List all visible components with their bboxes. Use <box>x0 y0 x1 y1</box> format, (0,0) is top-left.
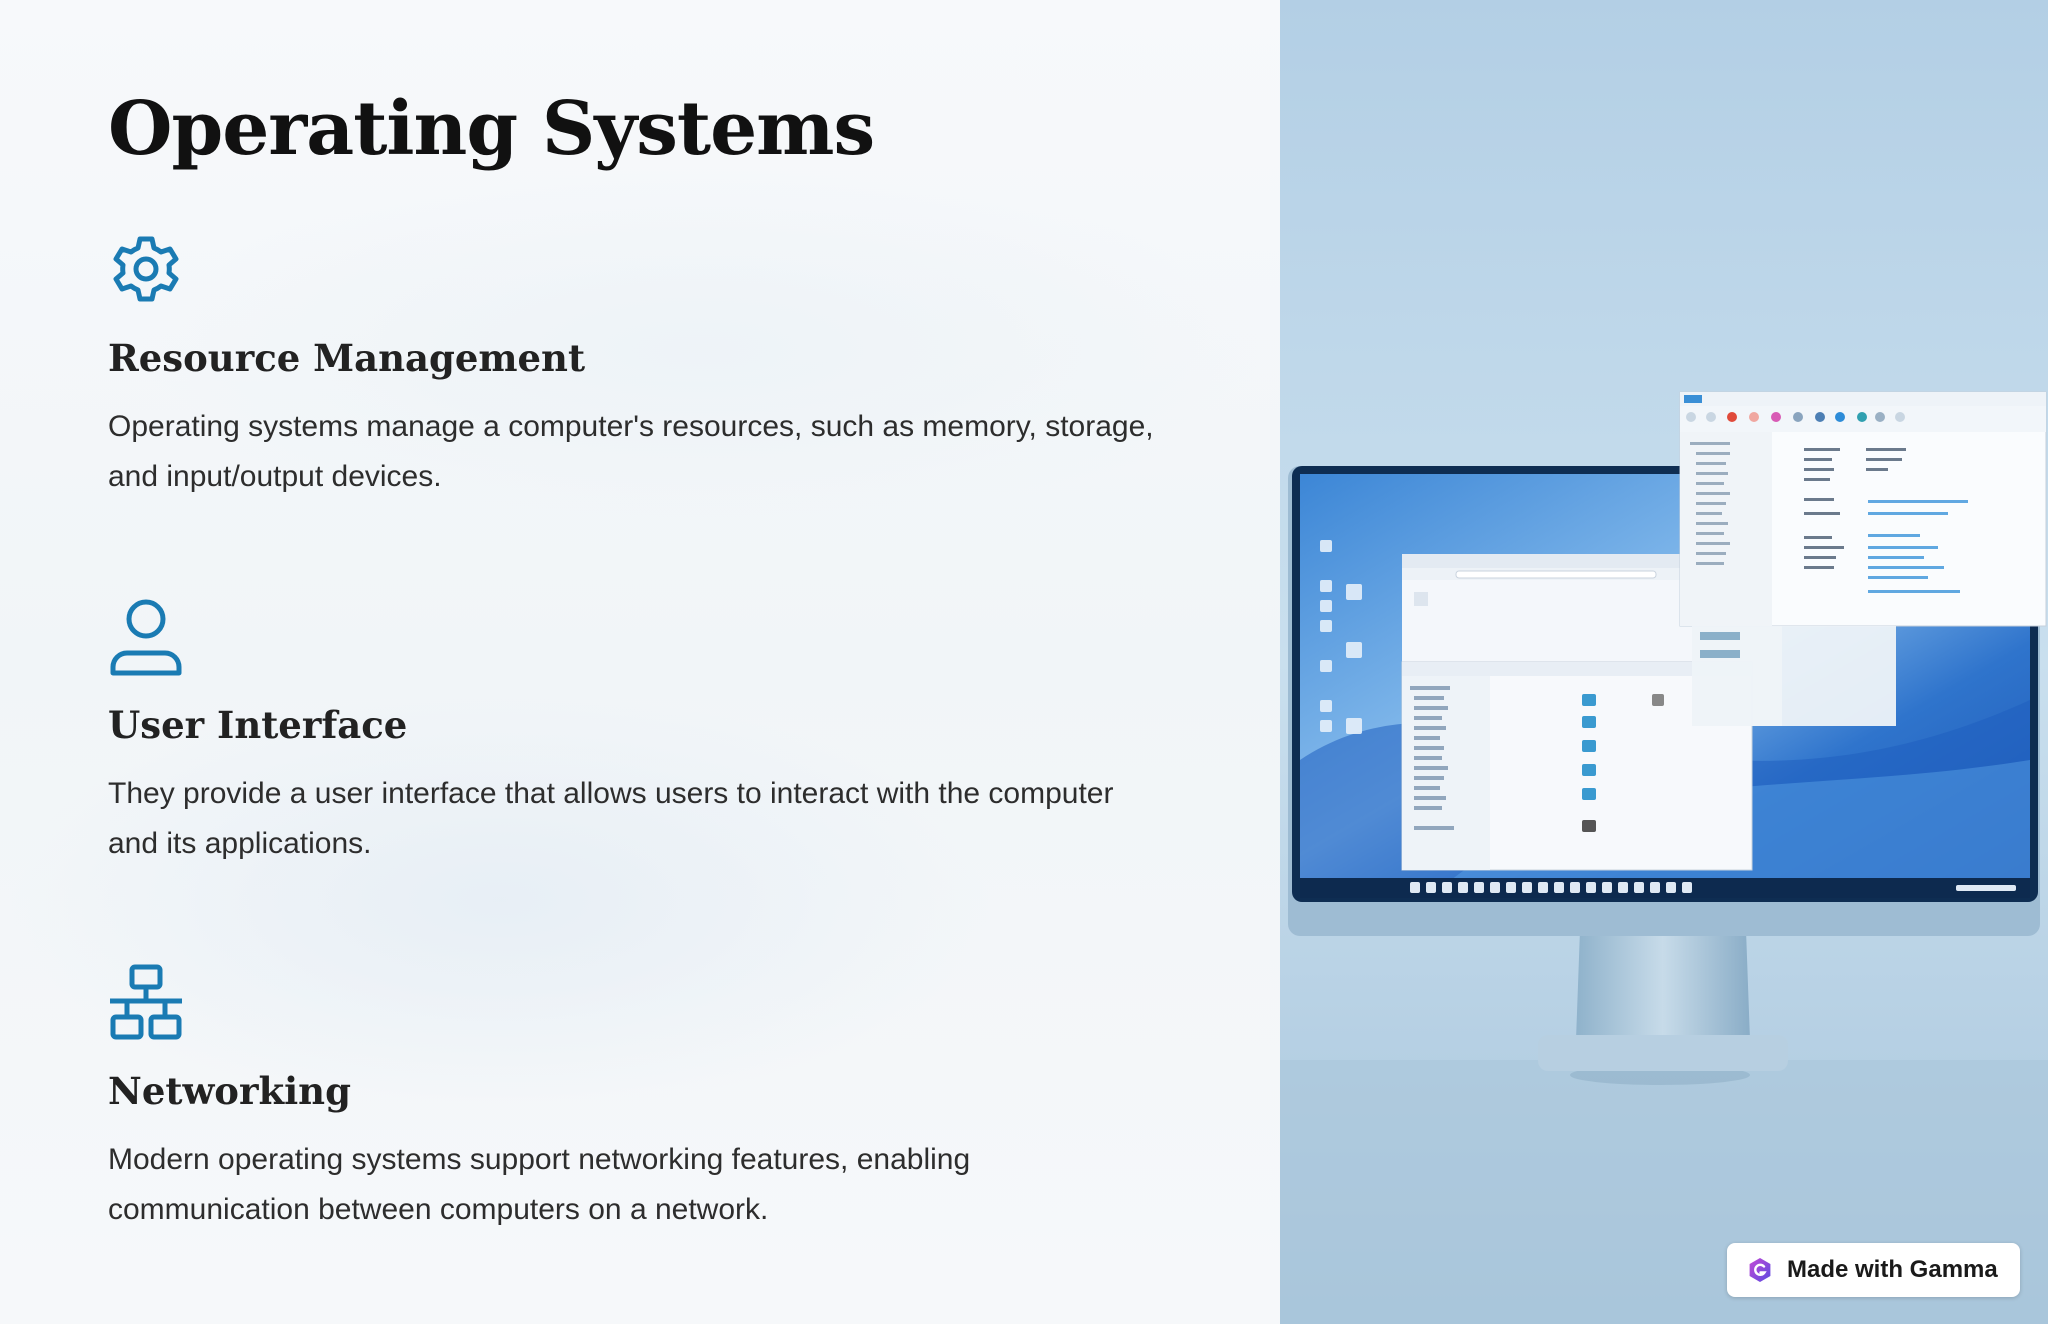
monitor-illustration <box>1280 0 2048 1324</box>
feature-resource-management <box>108 230 1188 502</box>
feature-heading: Resource Management <box>108 336 586 380</box>
hero-image <box>1280 0 2048 1324</box>
feature-networking <box>108 963 1188 1235</box>
feature-description: Operating systems manage a computer's resources, such as memory, storage, and input/output devices. <box>108 410 1154 493</box>
network-icon <box>108 963 184 1043</box>
badge-label: Made with Gamma <box>1787 1256 1998 1283</box>
user-icon <box>108 597 184 677</box>
gamma-logo-icon <box>1747 1257 1773 1283</box>
feature-heading: Networking <box>108 1069 351 1113</box>
feature-user-interface <box>108 597 1188 869</box>
made-with-gamma-badge[interactable] <box>1727 1243 2020 1297</box>
gear-icon <box>108 230 184 310</box>
feature-heading: User Interface <box>108 703 408 747</box>
feature-description: They provide a user interface that allows users to interact with the computer and its applications. <box>108 777 1114 860</box>
slide-title: Operating Systems <box>108 86 875 172</box>
feature-description: Modern operating systems support networking features, enabling communication between computers on a network. <box>108 1143 971 1226</box>
